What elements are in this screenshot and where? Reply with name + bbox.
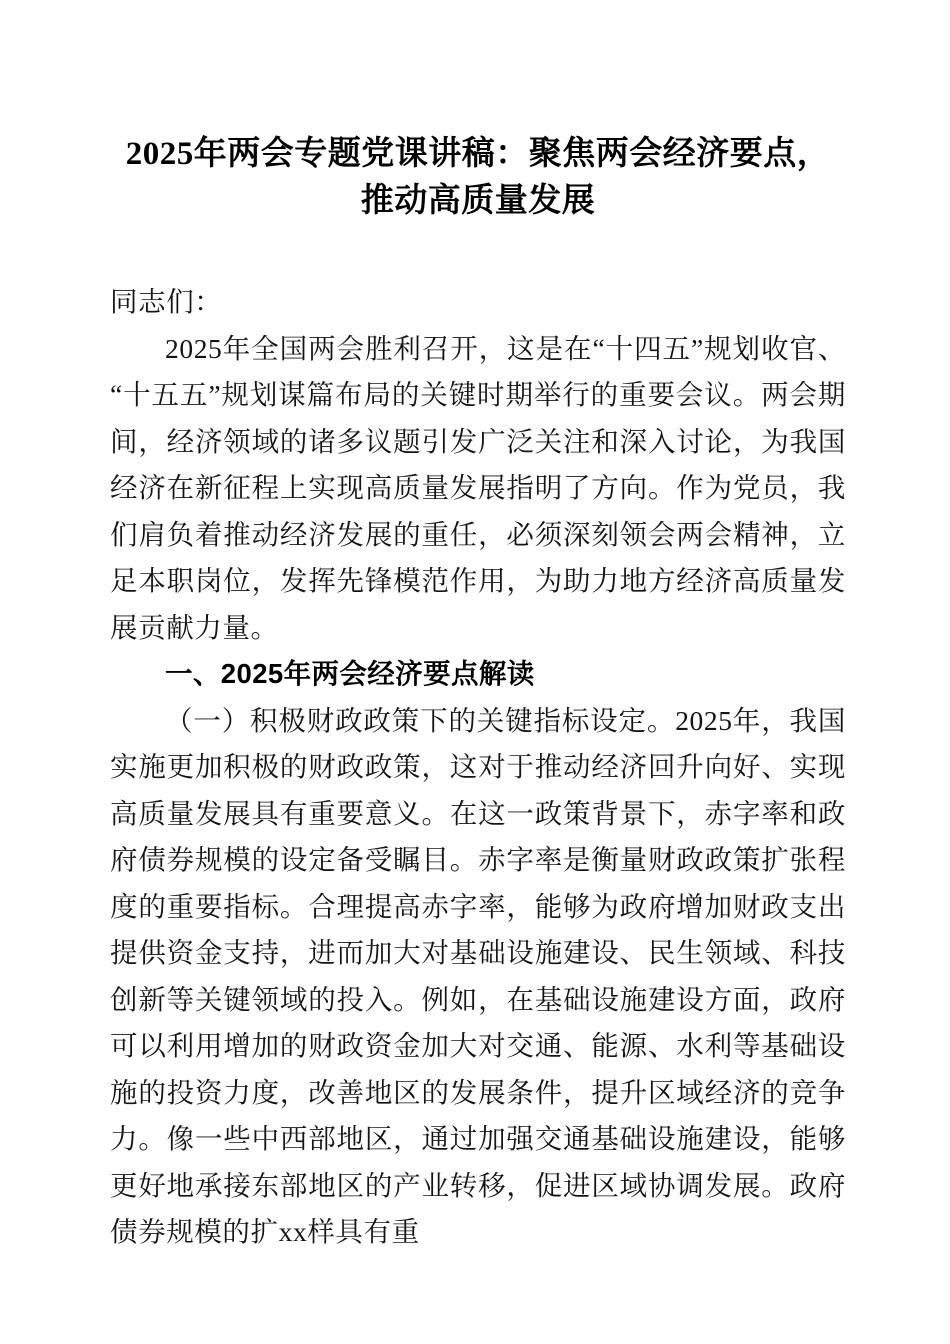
subsection-one-paragraph: （一）积极财政政策下的关键指标设定。2025年，我国实施更加积极的财政政策，这对于推动经济回升向好、实现高质量发展具有重要意义。在这一政策背景下，赤字率和政府债券规模的设定备受瞩目。赤字率是衡量财政政策扩张程度的重要指标。合理提高赤字率，能够为政府增加财政支出提供资金支持，进而加大对基础设施建设、民生领域、科技创新等关键领域的投入。例如，在基础设施建设方面，政府可以利用增加的财政资金加大对交通、能源、水利等基础设施的投资力度，改善地区的发展条件，提升区域经济的竞争力。像一些中西部地区，通过加强交通基础设施建设，能够更好地承接东部地区的产业转移，促进区域协调发展。政府债券规模的扩xx样具有重: [110, 704, 846, 1247]
title-body-spacer: [110, 225, 846, 279]
document-content-area: [110, 0, 846, 1256]
salutation: 同志们：: [110, 286, 223, 317]
section-heading-one: 一、2025年两会经济要点解读: [165, 658, 535, 689]
intro-paragraph: 2025年全国两会胜利召开，这是在“十四五”规划收官、“十五五”规划谋篇布局的关键时期举行的重要会议。两会期间，经济领域的诸多议题引发广泛关注和深入讨论，为我国经济在新征程上实现高质量发展指明了方向。作为党员，我们肩负着推动经济发展的重任，必须深刻领会两会精神，立足本职岗位，发挥先锋模范作用，为助力地方经济高质量发展贡献力量。: [110, 332, 846, 643]
page-title: 2025年两会专题党课讲稿：聚焦两会经济要点，推动高质量发展: [125, 136, 831, 219]
